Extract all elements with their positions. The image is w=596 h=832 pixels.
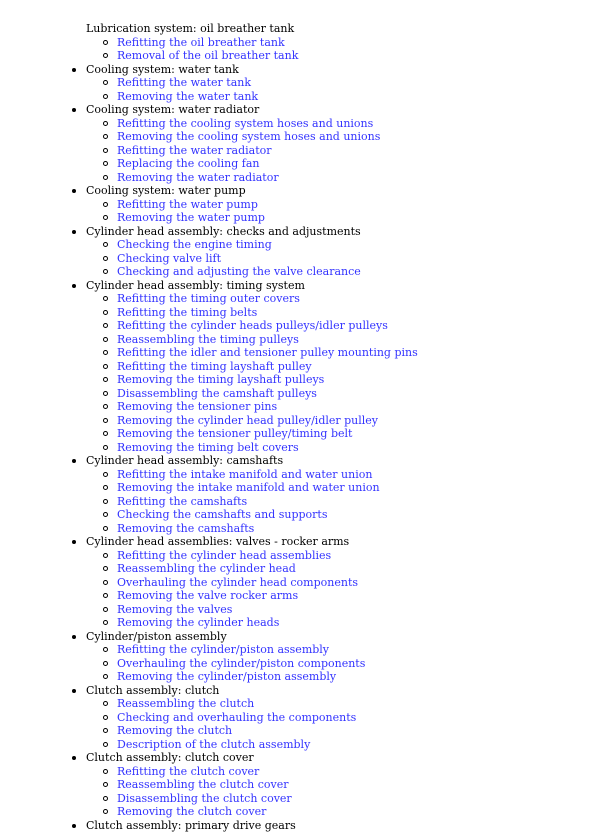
procedure-link[interactable]: Overhauling the cylinder head components bbox=[117, 576, 358, 589]
circle-bullet-icon bbox=[103, 701, 108, 706]
procedure-link[interactable]: Removing the intake manifold and water union bbox=[117, 481, 380, 494]
circle-bullet-icon bbox=[103, 161, 108, 166]
list-item bbox=[0, 778, 596, 792]
list-item bbox=[0, 238, 596, 252]
procedure-link[interactable]: Refitting the oil breather tank bbox=[117, 36, 285, 49]
circle-bullet-icon bbox=[103, 715, 108, 720]
procedure-link[interactable]: Removing the water tank bbox=[117, 90, 258, 103]
section-title-text: Clutch assembly: clutch cover bbox=[86, 751, 254, 764]
procedure-link[interactable]: Removing the valves bbox=[117, 603, 232, 616]
section-title bbox=[0, 535, 596, 549]
bullet-icon bbox=[72, 689, 76, 693]
section-title-text: Cooling system: water tank bbox=[86, 63, 239, 76]
circle-bullet-icon bbox=[103, 350, 108, 355]
section-title bbox=[0, 225, 596, 239]
list-item bbox=[0, 495, 596, 509]
procedure-link[interactable]: Reassembling the cylinder head bbox=[117, 562, 296, 575]
procedure-link[interactable]: Removing the cylinder/piston assembly bbox=[117, 670, 336, 683]
circle-bullet-icon bbox=[103, 256, 108, 261]
list-item bbox=[0, 670, 596, 684]
procedure-link[interactable]: Checking and overhauling the components bbox=[117, 711, 356, 724]
procedure-link[interactable]: Removing the clutch bbox=[117, 724, 232, 737]
section-title bbox=[0, 184, 596, 198]
circle-bullet-icon bbox=[103, 80, 108, 85]
circle-bullet-icon bbox=[103, 121, 108, 126]
list-item bbox=[0, 144, 596, 158]
procedure-link[interactable]: Refitting the timing layshaft pulley bbox=[117, 360, 312, 373]
procedure-link[interactable]: Reassembling the clutch bbox=[117, 697, 254, 710]
procedure-link[interactable]: Refitting the camshafts bbox=[117, 495, 247, 508]
section-title-text: Lubrication system: oil breather tank bbox=[86, 22, 294, 35]
procedure-link[interactable]: Refitting the intake manifold and water union bbox=[117, 468, 372, 481]
section-title-text: Cylinder head assembly: timing system bbox=[86, 279, 305, 292]
bullet-icon bbox=[72, 284, 76, 288]
circle-bullet-icon bbox=[103, 40, 108, 45]
procedure-link[interactable]: Removing the tensioner pins bbox=[117, 400, 277, 413]
circle-bullet-icon bbox=[103, 580, 108, 585]
list-item bbox=[0, 765, 596, 779]
list-item bbox=[0, 319, 596, 333]
section-title bbox=[0, 454, 596, 468]
list-item bbox=[0, 522, 596, 536]
section-title bbox=[0, 630, 596, 644]
list-item bbox=[0, 805, 596, 819]
procedure-link[interactable]: Checking the engine timing bbox=[117, 238, 272, 251]
circle-bullet-icon bbox=[103, 647, 108, 652]
procedure-link[interactable]: Removing the valve rocker arms bbox=[117, 589, 298, 602]
list-item bbox=[0, 360, 596, 374]
section-title-text: Cylinder head assemblies: valves - rocker arms bbox=[86, 535, 349, 548]
circle-bullet-icon bbox=[103, 134, 108, 139]
procedure-link[interactable]: Refitting the cooling system hoses and unions bbox=[117, 117, 373, 130]
toc-section bbox=[0, 535, 596, 630]
list-item bbox=[0, 36, 596, 50]
procedure-link[interactable]: Refitting the cylinder/piston assembly bbox=[117, 643, 329, 656]
circle-bullet-icon bbox=[103, 472, 108, 477]
list-item bbox=[0, 468, 596, 482]
procedure-link[interactable]: Description of the clutch assembly bbox=[117, 738, 310, 751]
list-item bbox=[0, 373, 596, 387]
list-item bbox=[0, 738, 596, 752]
list-item bbox=[0, 117, 596, 131]
circle-bullet-icon bbox=[103, 242, 108, 247]
procedure-link[interactable]: Removing the tensioner pulley/timing belt bbox=[117, 427, 352, 440]
list-item bbox=[0, 724, 596, 738]
bullet-icon bbox=[72, 108, 76, 112]
toc-section bbox=[0, 684, 596, 752]
list-item bbox=[0, 130, 596, 144]
circle-bullet-icon bbox=[103, 499, 108, 504]
bullet-icon bbox=[72, 459, 76, 463]
procedure-link[interactable]: Removing the clutch cover bbox=[117, 805, 266, 818]
section-title-text: Cylinder head assembly: checks and adjustments bbox=[86, 225, 361, 238]
list-item bbox=[0, 333, 596, 347]
procedure-link[interactable]: Overhauling the cylinder/piston components bbox=[117, 657, 365, 670]
procedure-link[interactable]: Reassembling the timing pulleys bbox=[117, 333, 299, 346]
procedure-link[interactable]: Removing the cylinder head pulley/idler pulley bbox=[117, 414, 378, 427]
list-item bbox=[0, 171, 596, 185]
list-item bbox=[0, 211, 596, 225]
procedure-link[interactable]: Reassembling the clutch cover bbox=[117, 778, 288, 791]
section-title bbox=[0, 751, 596, 765]
list-item bbox=[0, 576, 596, 590]
list-item bbox=[0, 265, 596, 279]
procedure-link[interactable]: Refitting the idler and tensioner pulley mounting pins bbox=[117, 346, 418, 359]
section-title-text: Cylinder head assembly: camshafts bbox=[86, 454, 283, 467]
toc-section bbox=[0, 225, 596, 279]
procedure-link[interactable]: Removing the water radiator bbox=[117, 171, 279, 184]
list-item bbox=[0, 508, 596, 522]
list-item bbox=[0, 643, 596, 657]
toc-section bbox=[0, 103, 596, 184]
circle-bullet-icon bbox=[103, 607, 108, 612]
procedure-link[interactable]: Refitting the clutch cover bbox=[117, 765, 259, 778]
toc-section bbox=[0, 279, 596, 455]
bullet-icon bbox=[72, 635, 76, 639]
circle-bullet-icon bbox=[103, 593, 108, 598]
circle-bullet-icon bbox=[103, 796, 108, 801]
toc-section bbox=[0, 63, 596, 104]
section-title-text: Cooling system: water pump bbox=[86, 184, 246, 197]
section-title bbox=[0, 819, 596, 832]
list-item bbox=[0, 90, 596, 104]
circle-bullet-icon bbox=[103, 377, 108, 382]
circle-bullet-icon bbox=[103, 431, 108, 436]
circle-bullet-icon bbox=[103, 674, 108, 679]
circle-bullet-icon bbox=[103, 202, 108, 207]
circle-bullet-icon bbox=[103, 364, 108, 369]
list-item bbox=[0, 616, 596, 630]
procedure-link[interactable]: Refitting the cylinder head assemblies bbox=[117, 549, 331, 562]
procedure-link[interactable]: Refitting the water tank bbox=[117, 76, 251, 89]
circle-bullet-icon bbox=[103, 742, 108, 747]
section-title bbox=[0, 103, 596, 117]
circle-bullet-icon bbox=[103, 526, 108, 531]
list-item bbox=[0, 157, 596, 171]
procedure-link[interactable]: Refitting the cylinder heads pulleys/idler pulleys bbox=[117, 319, 388, 332]
procedure-link[interactable]: Checking and adjusting the valve clearance bbox=[117, 265, 361, 278]
circle-bullet-icon bbox=[103, 418, 108, 423]
procedure-link[interactable]: Refitting the water pump bbox=[117, 198, 258, 211]
circle-bullet-icon bbox=[103, 337, 108, 342]
circle-bullet-icon bbox=[103, 553, 108, 558]
section-title-text: Cylinder/piston assembly bbox=[86, 630, 227, 643]
list-item bbox=[0, 346, 596, 360]
procedure-link[interactable]: Removing the timing belt covers bbox=[117, 441, 299, 454]
procedure-link[interactable]: Checking valve lift bbox=[117, 252, 221, 265]
circle-bullet-icon bbox=[103, 391, 108, 396]
procedure-link[interactable]: Removing the cylinder heads bbox=[117, 616, 279, 629]
toc-section bbox=[0, 22, 596, 63]
toc-section bbox=[0, 184, 596, 225]
list-item bbox=[0, 414, 596, 428]
list-item bbox=[0, 657, 596, 671]
list-item bbox=[0, 711, 596, 725]
circle-bullet-icon bbox=[103, 728, 108, 733]
list-item bbox=[0, 292, 596, 306]
table-of-contents bbox=[0, 22, 596, 832]
procedure-link[interactable]: Refitting the timing outer covers bbox=[117, 292, 300, 305]
list-item bbox=[0, 792, 596, 806]
list-item bbox=[0, 387, 596, 401]
list-item bbox=[0, 549, 596, 563]
circle-bullet-icon bbox=[103, 296, 108, 301]
list-item bbox=[0, 481, 596, 495]
list-item bbox=[0, 49, 596, 63]
circle-bullet-icon bbox=[103, 566, 108, 571]
circle-bullet-icon bbox=[103, 620, 108, 625]
list-item bbox=[0, 589, 596, 603]
procedure-link[interactable]: Disassembling the camshaft pulleys bbox=[117, 387, 317, 400]
procedure-link[interactable]: Refitting the water radiator bbox=[117, 144, 272, 157]
circle-bullet-icon bbox=[103, 215, 108, 220]
procedure-link[interactable]: Removing the camshafts bbox=[117, 522, 254, 535]
bullet-icon bbox=[72, 756, 76, 760]
list-item bbox=[0, 198, 596, 212]
procedure-link[interactable]: Checking the camshafts and supports bbox=[117, 508, 328, 521]
circle-bullet-icon bbox=[103, 809, 108, 814]
list-item bbox=[0, 697, 596, 711]
section-title-text: Clutch assembly: primary drive gears bbox=[86, 819, 296, 832]
toc-section bbox=[0, 819, 596, 832]
bullet-icon bbox=[72, 68, 76, 72]
list-item bbox=[0, 252, 596, 266]
section-title-text: Cooling system: water radiator bbox=[86, 103, 259, 116]
circle-bullet-icon bbox=[103, 53, 108, 58]
list-item bbox=[0, 427, 596, 441]
section-title bbox=[0, 684, 596, 698]
circle-bullet-icon bbox=[103, 782, 108, 787]
circle-bullet-icon bbox=[103, 512, 108, 517]
bullet-icon bbox=[72, 189, 76, 193]
circle-bullet-icon bbox=[103, 175, 108, 180]
list-item bbox=[0, 562, 596, 576]
circle-bullet-icon bbox=[103, 769, 108, 774]
toc-section bbox=[0, 454, 596, 535]
bullet-icon bbox=[72, 230, 76, 234]
list-item bbox=[0, 400, 596, 414]
section-title-text: Clutch assembly: clutch bbox=[86, 684, 219, 697]
list-item bbox=[0, 603, 596, 617]
circle-bullet-icon bbox=[103, 404, 108, 409]
list-item bbox=[0, 76, 596, 90]
circle-bullet-icon bbox=[103, 94, 108, 99]
procedure-link[interactable]: Replacing the cooling fan bbox=[117, 157, 260, 170]
circle-bullet-icon bbox=[103, 148, 108, 153]
procedure-link[interactable]: Removal of the oil breather tank bbox=[117, 49, 298, 62]
bullet-icon bbox=[72, 540, 76, 544]
circle-bullet-icon bbox=[103, 661, 108, 666]
procedure-link[interactable]: Removing the water pump bbox=[117, 211, 265, 224]
list-item bbox=[0, 441, 596, 455]
circle-bullet-icon bbox=[103, 485, 108, 490]
circle-bullet-icon bbox=[103, 269, 108, 274]
circle-bullet-icon bbox=[103, 445, 108, 450]
circle-bullet-icon bbox=[103, 323, 108, 328]
procedure-link[interactable]: Removing the cooling system hoses and unions bbox=[117, 130, 380, 143]
procedure-link[interactable]: Refitting the timing belts bbox=[117, 306, 257, 319]
toc-section bbox=[0, 751, 596, 819]
section-title bbox=[0, 63, 596, 77]
procedure-link[interactable]: Removing the timing layshaft pulleys bbox=[117, 373, 324, 386]
section-title bbox=[0, 279, 596, 293]
toc-section bbox=[0, 630, 596, 684]
circle-bullet-icon bbox=[103, 310, 108, 315]
section-title bbox=[0, 22, 596, 36]
procedure-link[interactable]: Disassembling the clutch cover bbox=[117, 792, 292, 805]
list-item bbox=[0, 306, 596, 320]
